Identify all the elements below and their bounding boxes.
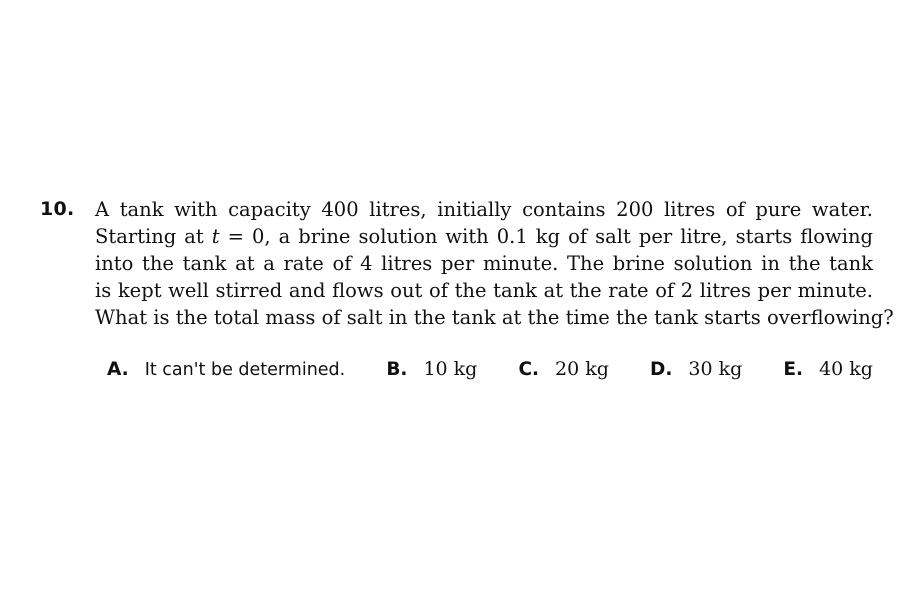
question-line-4: is kept well stirred and flows out of the tank at the rate of 2 litres per minute. <box>95 279 873 302</box>
choice-c-text: 20 kg <box>555 358 609 380</box>
choice-e-text: 40 kg <box>819 358 873 380</box>
choice-d[interactable] <box>650 358 742 380</box>
question-line-2-end: = 0, a brine solution with 0.1 kg of salt per litre, starts flowing <box>219 225 873 248</box>
choice-c-letter: C. <box>518 359 540 380</box>
question-number: 10. <box>40 198 75 220</box>
question-text <box>95 196 894 331</box>
choice-d-text: 30 kg <box>688 358 743 380</box>
question-line-5: What is the total mass of salt in the tank at the time the tank starts overflowing? <box>95 306 894 329</box>
choice-e[interactable] <box>783 358 873 380</box>
time-variable: t <box>211 225 220 248</box>
question-line-1: A tank with capacity 400 litres, initially contains 200 litres of pure water. <box>95 198 873 221</box>
choice-e-letter: E. <box>783 359 804 380</box>
question-line-2 <box>95 223 873 250</box>
choice-b-text: 10 kg <box>423 358 478 380</box>
question-line-2-start: Starting at <box>95 225 204 248</box>
answer-choices <box>107 358 873 380</box>
choice-d-letter: D. <box>650 359 673 380</box>
choice-a-text: It can't be determined. <box>144 360 346 380</box>
choice-b-letter: B. <box>386 359 408 380</box>
choice-a-letter: A. <box>107 359 129 380</box>
choice-c[interactable] <box>518 358 609 380</box>
question-line-3: into the tank at a rate of 4 litres per minute. The brine solution in the tank <box>95 252 873 275</box>
choice-a[interactable] <box>107 359 345 380</box>
choice-b[interactable] <box>386 358 477 380</box>
